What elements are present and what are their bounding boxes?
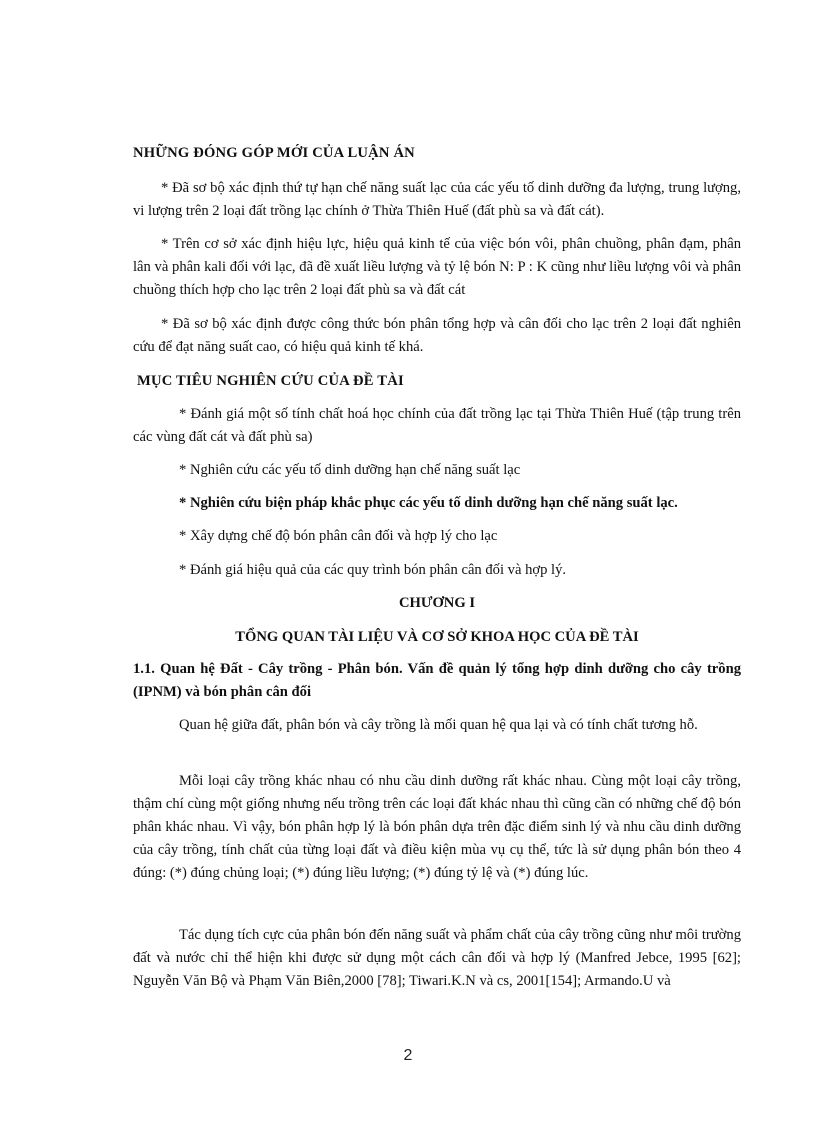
section-paragraph-3: Tác dụng tích cực của phân bón đến năng suất và phẩm chất của cây trồng cũng như môi trường đất và nước chỉ thể hiện khi được sử dụng một cách cân đối và hợp lý (Manfred Jebce, 1995 [62]; Nguyễn Văn Bộ và Phạm Văn Biên,2000 [78]; Tiwari.K.N và cs, 2001[154]; Armando.U và (133, 927, 741, 989)
objective-item-4: * Xây dựng chế độ bón phân cân đối và hợp lý cho lạc (179, 528, 498, 544)
contribution-item-1: * Đã sơ bộ xác định thứ tự hạn chế năng suất lạc của các yếu tố dinh dưỡng đa lượng, trung lượng, vi lượng trên 2 loại đất trồng lạc chính ở Thừa Thiên Huế (đất phù sa và đất cát). (133, 180, 741, 219)
section-paragraph-1: Quan hệ giữa đất, phân bón và cây trồng là mối quan hệ qua lại và có tính chất tương hỗ. (179, 717, 698, 733)
objective-item-2: * Nghiên cứu các yếu tố dinh dưỡng hạn chế năng suất lạc (179, 462, 521, 478)
page-number: 2 (403, 1047, 413, 1064)
section-title: 1.1. Quan hệ Đất - Cây trồng - Phân bón. Vấn đề quản lý tổng hợp dinh dưỡng cho cây trồng (IPNM) và bón phân cân đối (133, 661, 741, 700)
objective-item-3: * Nghiên cứu biện pháp khắc phục các yếu tố dinh dưỡng hạn chế năng suất lạc. (179, 495, 678, 511)
contributions-heading: NHỮNG ĐÓNG GÓP MỚI CỦA LUẬN ÁN (133, 145, 415, 161)
objective-item-1: * Đánh giá một số tính chất hoá học chính của đất trồng lạc tại Thừa Thiên Huế (tập trung trên các vùng đất cát và đất phù sa) (133, 406, 741, 445)
chapter-title: TỔNG QUAN TÀI LIỆU VÀ CƠ SỞ KHOA HỌC CỦA ĐỀ TÀI (235, 629, 639, 645)
objectives-heading: MỤC TIÊU NGHIÊN CỨU CỦA ĐỀ TÀI (137, 373, 404, 389)
section-paragraph-2: Mỗi loại cây trồng khác nhau có nhu cầu dinh dưỡng rất khác nhau. Cùng một loại cây trồng, thậm chí cùng một giống nhưng nếu trồng trên các loại đất khác nhau thì cũng cần có những chế độ bón phân khác nhau. Vì vậy, bón phân hợp lý là bón phân dựa trên đặc điểm sinh lý và nhu cầu dinh dưỡng của cây trồng, tính chất của từng loại đất và điều kiện mùa vụ cụ thể, tức là sử dụng phân bón theo 4 đúng: (*) đúng chủng loại; (*) đúng liều lượng; (*) đúng tỷ lệ và (*) đúng lúc. (133, 773, 741, 881)
contribution-item-3: * Đã sơ bộ xác định được công thức bón phân tổng hợp và cân đối cho lạc trên 2 loại đất nghiên cứu để đạt năng suất cao, có hiệu quả kinh tế khá. (133, 316, 741, 355)
chapter-number: CHƯƠNG I (398, 595, 476, 611)
contribution-item-2: * Trên cơ sở xác định hiệu lực, hiệu quả kinh tế của việc bón vôi, phân chuồng, phân đạm, phân lân và phân kali đối với lạc, đã đề xuất liều lượng và tỷ lệ bón N: P : K cũng như liều lượng vôi và phân chuồng thích hợp cho lạc trên 2 loại đất phù sa và đất cát (133, 236, 741, 298)
objective-item-5: * Đánh giá hiệu quả của các quy trình bón phân cân đối và hợp lý. (179, 562, 567, 578)
